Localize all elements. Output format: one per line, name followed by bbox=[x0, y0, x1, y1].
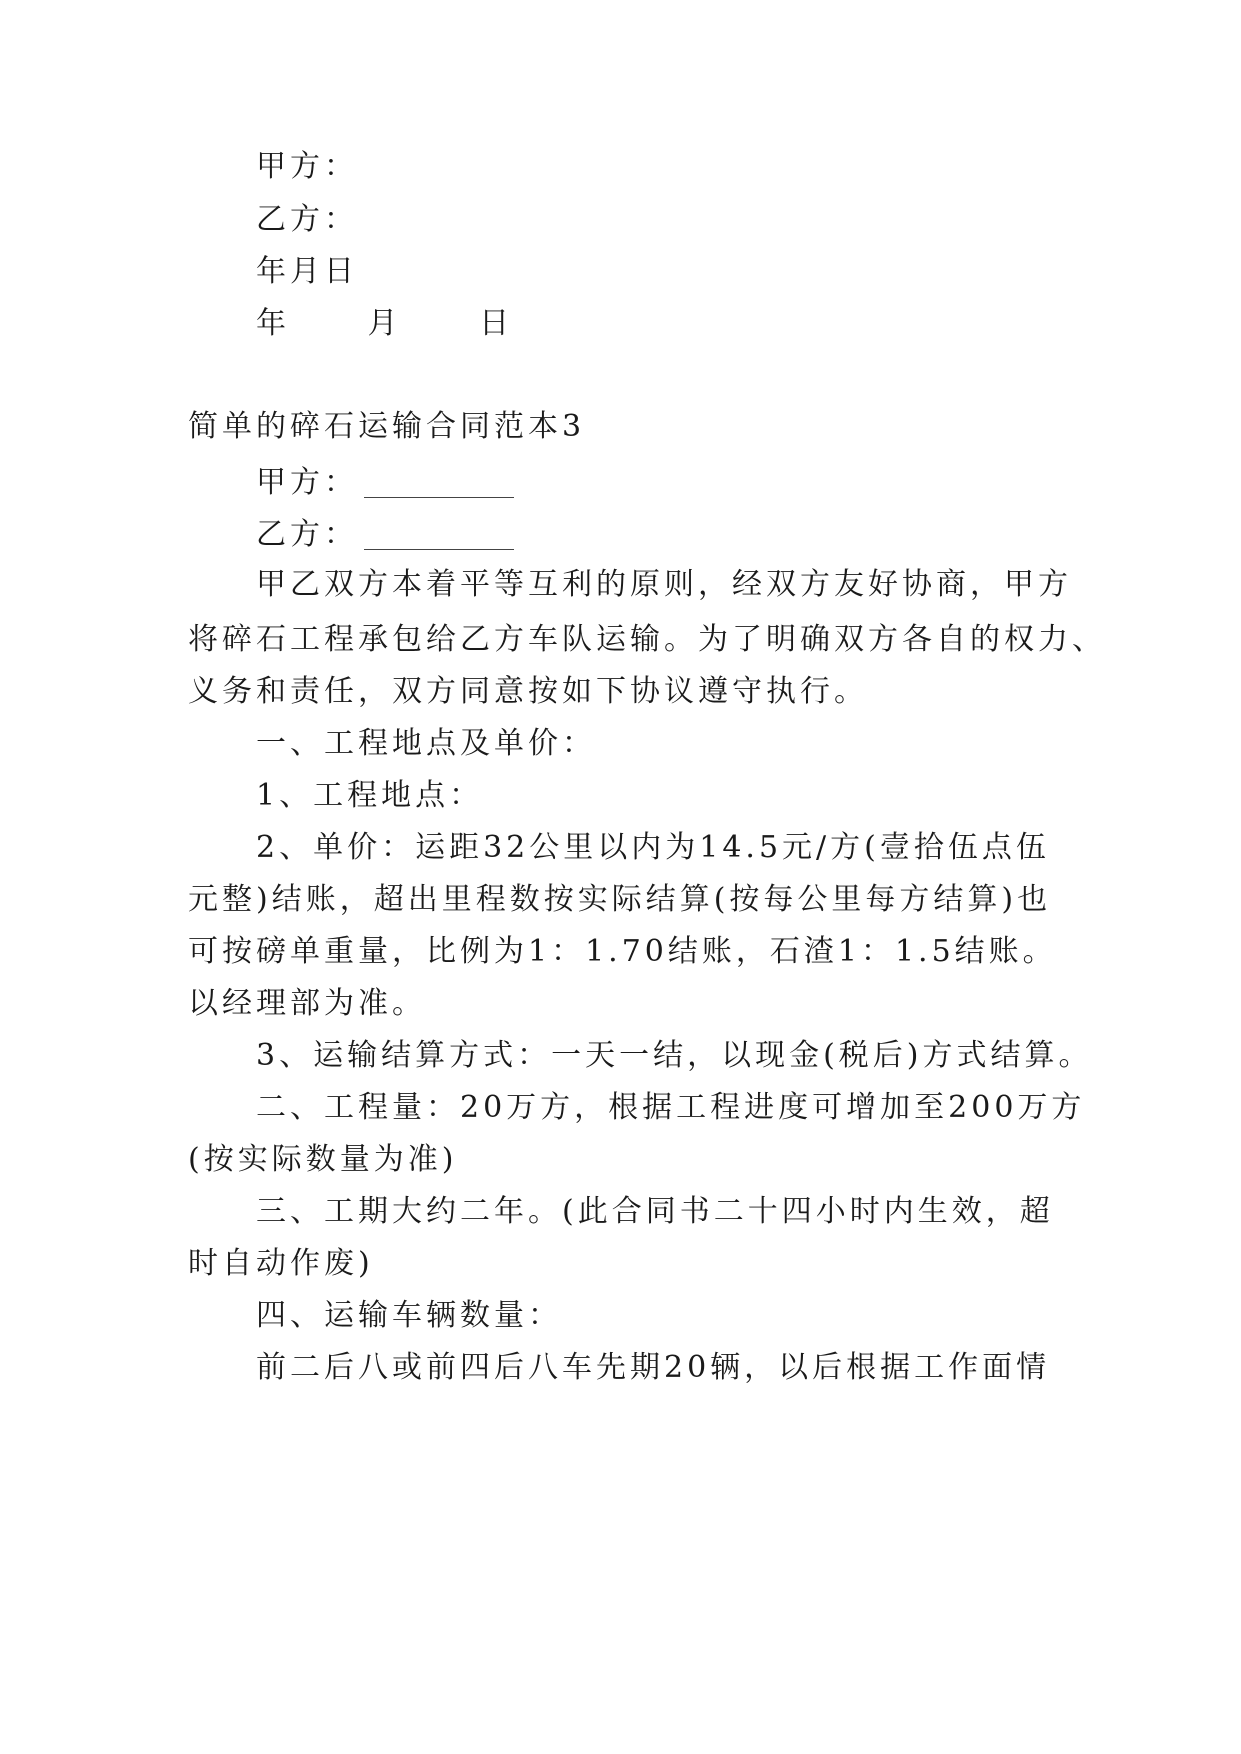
party-a-blank bbox=[364, 461, 514, 498]
contract-party-a bbox=[256, 454, 1126, 512]
section-heading: 二、工程量：20万方，根据工程进度可增加至200万方 bbox=[256, 1090, 1086, 1125]
section-heading: 三、工期大约二年。(此合同书二十四小时内生效，超 bbox=[256, 1194, 1054, 1229]
party-a-label: 甲方： bbox=[256, 465, 358, 500]
paragraph-line: 前二后八或前四后八车先期20辆，以后根据工作面情 bbox=[256, 1350, 1051, 1385]
party-b-label: 乙方： bbox=[256, 517, 358, 552]
paragraph-line: 元整)结账，超出里程数按实际结算(按每公里每方结算)也 bbox=[188, 882, 1052, 917]
paragraph-line: 将碎石工程承包给乙方车队运输。为了明确双方各自的权力、 bbox=[188, 622, 1106, 657]
paragraph-line: 3、运输结算方式：一天一结，以现金(税后)方式结算。 bbox=[256, 1038, 1093, 1073]
section-heading: 一、工程地点及单价： bbox=[256, 726, 596, 761]
paragraph-line: 1、工程地点： bbox=[256, 778, 484, 813]
paragraph-line: 可按磅单重量，比例为1：1.70结账，石渣1：1.5结账。 bbox=[188, 934, 1057, 969]
paragraph-line: 2、单价：运距32公里以内为14.5元/方(壹拾伍点伍 bbox=[256, 830, 1050, 865]
contract-title: 简单的碎石运输合同范本3 bbox=[188, 409, 586, 444]
signature-date-spaced: 年 月 日 bbox=[256, 306, 546, 341]
paragraph-line: 时自动作废) bbox=[188, 1246, 374, 1281]
signature-date: 年月日 bbox=[256, 254, 358, 289]
paragraph-line: (按实际数量为准) bbox=[188, 1142, 458, 1177]
paragraph-line: 甲乙双方本着平等互利的原则，经双方友好协商，甲方 bbox=[256, 567, 1072, 602]
signature-party-b: 乙方： bbox=[256, 202, 358, 237]
party-b-blank bbox=[364, 513, 514, 550]
paragraph-line: 义务和责任，双方同意按如下协议遵守执行。 bbox=[188, 674, 868, 709]
section-heading: 四、运输车辆数量： bbox=[256, 1298, 562, 1333]
paragraph-line: 以经理部为准。 bbox=[188, 986, 426, 1021]
signature-party-a: 甲方： bbox=[256, 149, 358, 184]
